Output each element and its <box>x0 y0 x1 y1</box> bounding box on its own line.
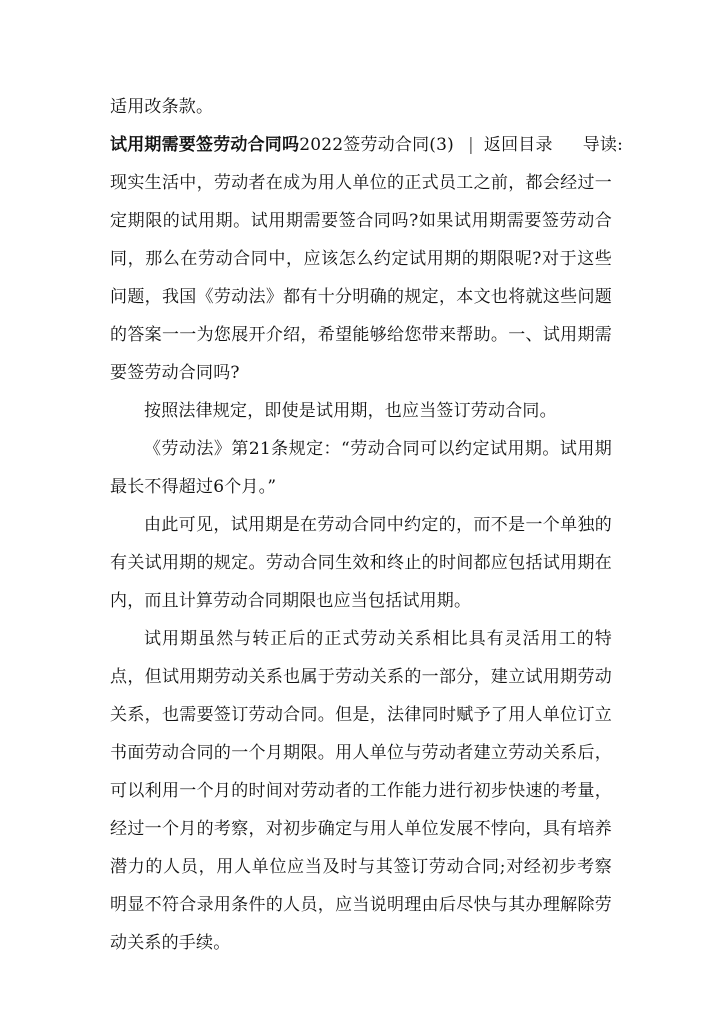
body-paragraph-2: 《劳动法》第21条规定：“劳动合同可以约定试用期。试用期最长不得超过6个月。” <box>110 439 612 497</box>
document-body <box>110 88 624 962</box>
body-paragraph-3: 由此可见，试用期是在劳动合同中约定的，而不是一个单独的有关试用期的规定。劳动合同生效和终止的时间都应包括试用期在内，而且计算劳动合同期限也应当包括试用期。 <box>110 515 612 611</box>
article-subtitle: 2022签劳动合同(3) <box>299 135 454 155</box>
title-separator: | <box>467 135 474 155</box>
body-paragraph-4: 试用期虽然与转正后的正式劳动关系相比具有灵活用工的特点，但试用期劳动关系也属于劳动关系的一部分，建立试用期劳动关系，也需要签订劳动合同。但是，法律同时赋予了用人单位订立书面劳动合同的一个月期限。用人单位与劳动者建立劳动关系后，可以利用一个月的时间对劳动者的工作能力进行初步快速的考量，经过一个月的考察，对初步确定与用人单位发展不悖向，具有培养潜力的人员，用人单位应当及时与其签订劳动合同;对经初步考察明显不符合录用条件的人员，应当说明理由后尽快与其办理解除劳动关系的手续。 <box>110 629 612 953</box>
body-paragraph-1: 按照法律规定，即使是试用期，也应当签订劳动合同。 <box>144 401 557 421</box>
top-fragment: 适用改条款。 <box>110 97 214 117</box>
back-to-toc-link[interactable]: 返回目录 <box>483 135 553 155</box>
intro-paragraph: 现实生活中，劳动者在成为用人单位的正式员工之前，都会经过一定期限的试用期。试用期需要签合同吗?如果试用期需要签劳动合同，那么在劳动合同中，应该怎么约定试用期的期限呢?对于这些问题，我国《劳动法》都有十分明确的规定，本文也将就这些问题的答案一一为您展开介绍，希望能够给您带来帮助。一、试用期需要签劳动合同吗? <box>110 173 612 383</box>
title-line <box>110 126 624 164</box>
article-title: 试用期需要签劳动合同吗 <box>110 135 300 155</box>
guide-label: 导读: <box>582 135 624 155</box>
